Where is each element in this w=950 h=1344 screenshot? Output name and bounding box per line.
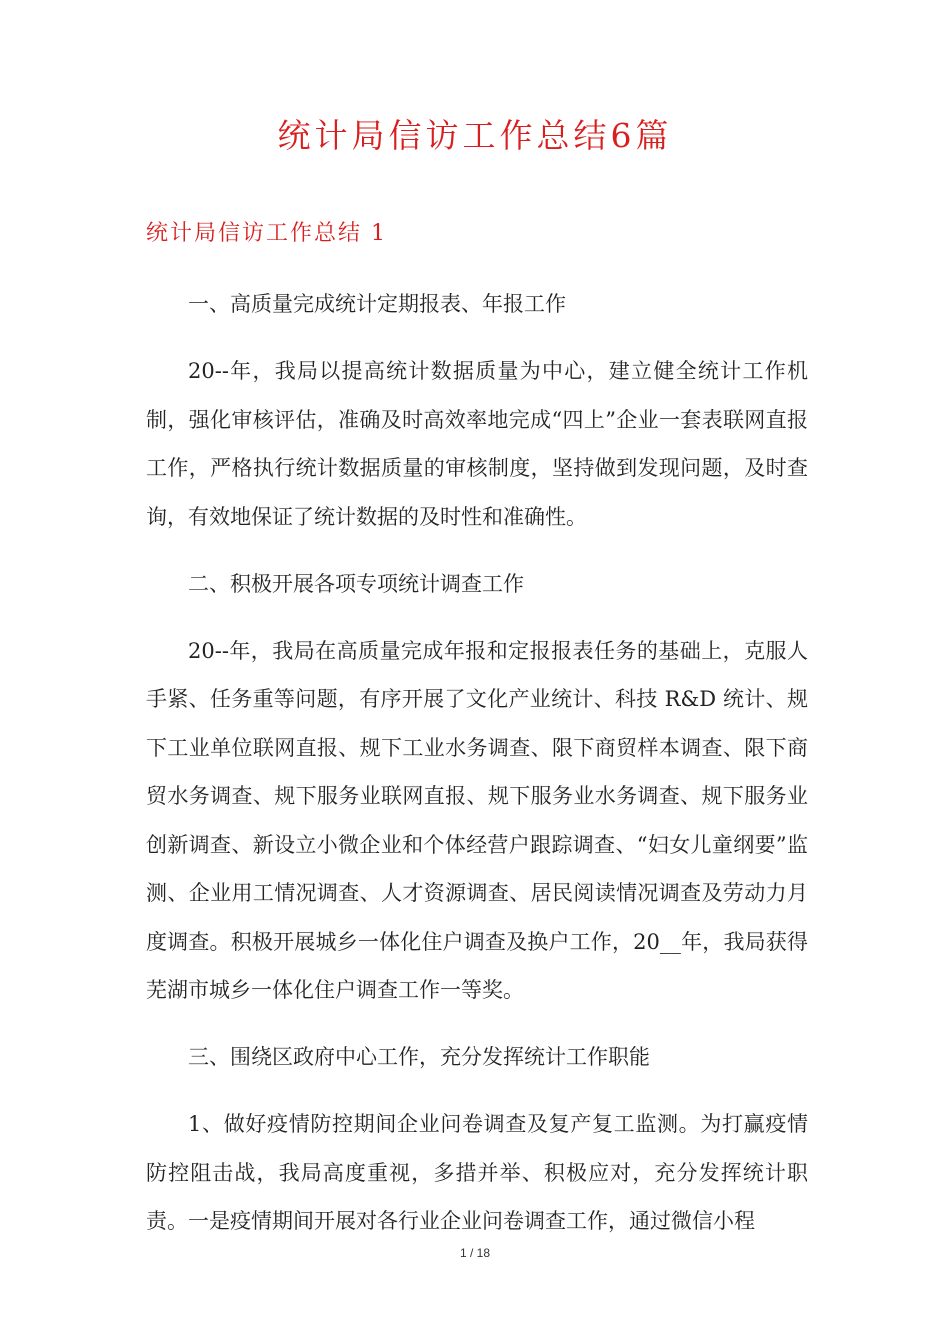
page-indicator: 1 / 18 <box>459 1246 491 1260</box>
section-heading: 统计局信访工作总结 1 <box>146 221 387 246</box>
subheading-3: 三、围绕区政府中心工作，充分发挥统计工作职能 <box>188 1045 650 1069</box>
document-title: 统计局信访工作总结6篇 <box>277 116 673 155</box>
paragraph-3: 1、做好疫情防控期间企业问卷调查及复产复工监测。为打赢疫情防控阻击战，我局高度重视，多措并举、积极应对，充分发挥统计职责。一是疫情期间开展对各行业企业问卷调查工作，通过微信小程 <box>146 1112 808 1233</box>
paragraph-1: 20--年，我局以提高统计数据质量为中心，建立健全统计工作机制，强化审核评估，准确及时高效率地完成“四上”企业一套表联网直报工作，严格执行统计数据质量的审核制度，坚持做到发现问题，及时查询，有效地保证了统计数据的及时性和准确性。 <box>146 359 808 529</box>
subheading-1: 一、高质量完成统计定期报表、年报工作 <box>188 292 566 316</box>
paragraph-2: 20--年，我局在高质量完成年报和定报报表任务的基础上，克服人手紧、任务重等问题，有序开展了文化产业统计、科技 R&D 统计、规下工业单位联网直报、规下工业水务调查、限下商贸样本调查、限下商贸水务调查、规下服务业联网直报、规下服务业水务调查、规下服务业创新调查、新设立小微企业和个体经营户跟踪调查、“妇女儿童纲要”监测、企业用工情况调查、人才资源调查、居民阅读情况调查及劳动力月度调查。积极开展城乡一体化住户调查及换户工作，20__年，我局获得芜湖市城乡一体化住户调查工作一等奖。 <box>146 638 808 1002</box>
subheading-2: 二、积极开展各项专项统计调查工作 <box>188 571 524 596</box>
document-body <box>146 280 808 1264</box>
